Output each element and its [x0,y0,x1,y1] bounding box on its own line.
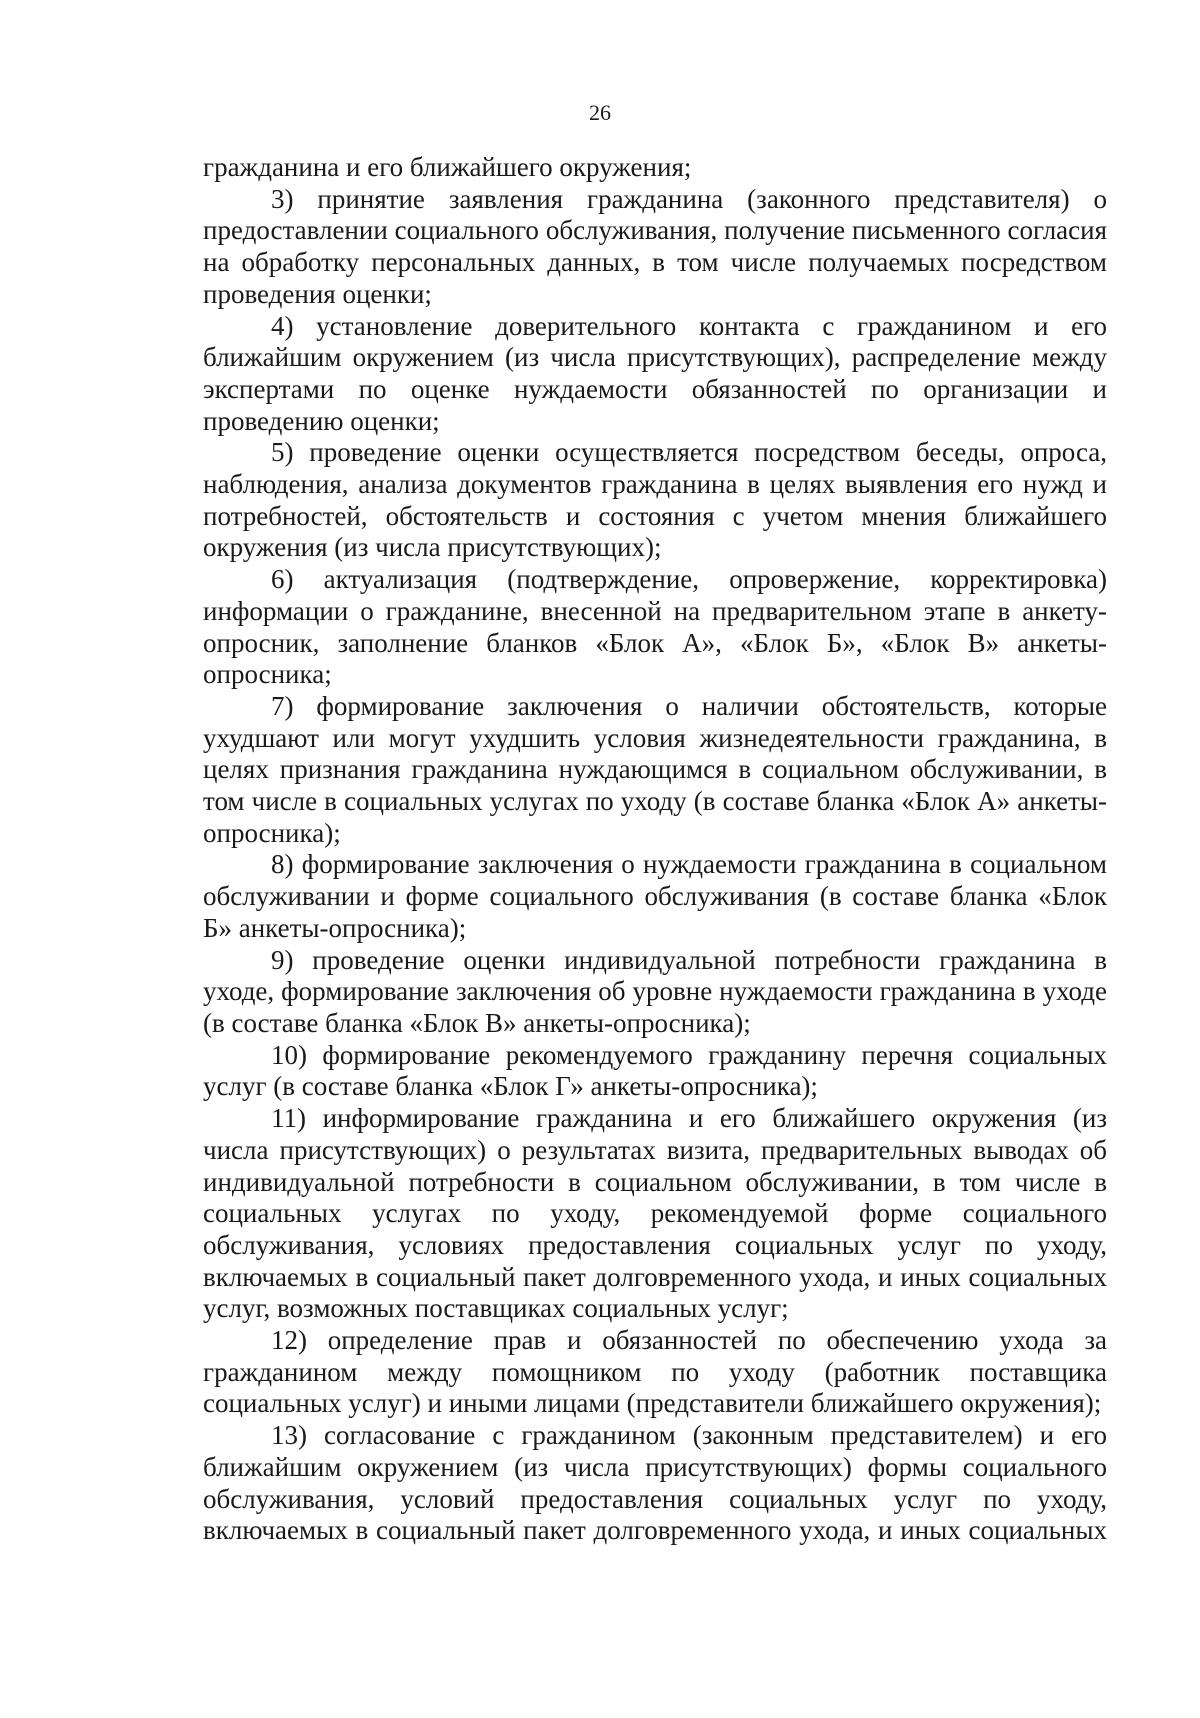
list-item-11: 11) информирование гражданина и его ближайшего окружения (из числа присутствующих) о результатах визита, предварительных выводах об индивидуальной потребности в социальном обслуживании, в том числе в социальных услугах по уходу, рекомендуемой форме социального обслуживания, условиях предоставления социальных услуг по уходу, включаемых в социальный пакет долговременного ухода, и иных социальных услуг, возможных поставщиках социальных услуг; [203,1103,1107,1324]
list-item-12: 12) определение прав и обязанностей по обеспечению ухода за гражданином между помощником по уходу (работник поставщика социальных услуг) и иными лицами (представители ближайшего окружения); [203,1325,1107,1419]
list-item-5: 5) проведение оценки осуществляется посредством беседы, опроса, наблюдения, анализа документов гражданина в целях выявления его нужд и потребностей, обстоятельств и состояния с учетом мнения ближайшего окружения (из числа присутствующих); [203,437,1107,563]
list-item-6: 6) актуализация (подтверждение, опровержение, корректировка) информации о гражданине, внесенной на предварительном этапе в анкету-опросник, заполнение бланков «Блок А», «Блок Б», «Блок В» анкеты-опросника; [203,564,1107,690]
list-item-10: 10) формирование рекомендуемого гражданину перечня социальных услуг (в составе бланка «Блок Г» анкеты-опросника); [203,1039,1107,1102]
list-item-9: 9) проведение оценки индивидуальной потребности гражданина в уходе, формирование заключения об уровне нуждаемости гражданина в уходе (в составе бланка «Блок В» анкеты-опросника); [203,944,1107,1038]
list-item-8: 8) формирование заключения о нуждаемости гражданина в социальном обслуживании и форме социального обслуживания (в составе бланка «Блок Б» анкеты-опросника); [203,849,1107,943]
list-item-13: 13) согласование с гражданином (законным представителем) и его ближайшим окружением (из числа присутствующих) формы социального обслуживания, условий предоставления социальных услуг по уходу, включаемых в социальный пакет долговременного ухода, и иных социальных [203,1420,1107,1546]
list-item-4: 4) установление доверительного контакта с гражданином и его ближайшим окружением (из числа присутствующих), распределение между экспертами по оценке нуждаемости обязанностей по организации и проведению оценки; [203,310,1107,436]
list-item-7: 7) формирование заключения о наличии обстоятельств, которые ухудшают или могут ухудшить условия жизнедеятельности гражданина, в целях признания гражданина нуждающимся в социальном обслуживании, в том числе в социальных услугах по уходу (в составе бланка «Блок А» анкеты-опросника); [203,690,1107,848]
page-number: 26 [589,100,611,125]
document-body [203,152,1107,1547]
paragraph-continuation: гражданина и его ближайшего окружения; [203,152,692,182]
list-item-3: 3) принятие заявления гражданина (законного представителя) о предоставлении социального обслуживания, получение письменного согласия на обработку персональных данных, в том числе получаемых посредством проведения оценки; [203,183,1107,309]
